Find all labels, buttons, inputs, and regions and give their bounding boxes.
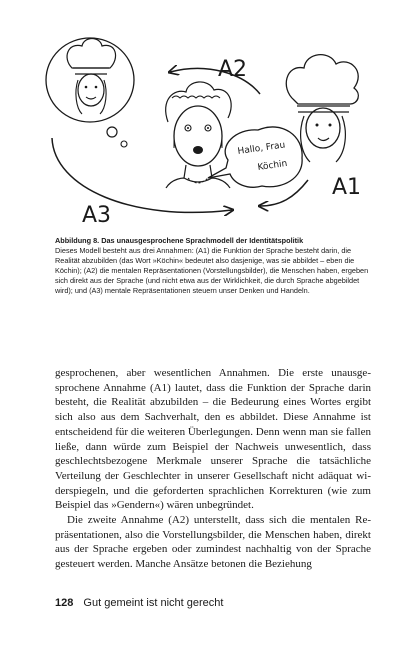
speaker-figure-center — [166, 82, 232, 188]
page-number: 128 — [55, 597, 74, 609]
thought-bubble-chef — [46, 38, 134, 147]
label-a3: A3 — [82, 203, 112, 228]
page-footer — [55, 597, 223, 609]
chef-figure-right — [286, 55, 358, 162]
arrow-a3 — [52, 138, 232, 212]
body-text — [55, 366, 371, 572]
caption-body: Dieses Modell besteht aus drei Annahmen: (A1) die Funktion der Sprache besteht darin, die Realität abzubilden (das Wort »Köchin« bedeutet also dasjenige, was sie abbildet – eben die Köchin); (A2) die mentalen Repräsentationen (Vorstellungsbilder), die Menschen haben, ergeben sich direkt aus der Sprache (und nicht etwa aus der Wirklichkeit, die durch Sprache abgebildet wird); und (A3) mentale Repräsentationen steuern unser Denken und Handeln. — [55, 245, 369, 295]
identity-language-model-figure — [32, 28, 372, 228]
caption-title: Abbildung 8. Das unausgesprochene Sprachmodell der Identitätspolitik — [55, 236, 304, 245]
speech-line-1: Hallo, Frau — [237, 140, 286, 157]
label-a2: A2 — [218, 57, 248, 82]
figure-drawing — [32, 28, 372, 228]
paragraph-2: Die zweite Annahme (A2) unterstellt, dass sich die mentalen Repräsentationen, also die Vorstellungsbilder, die Menschen haben, direkt aus der Sprache ergeben oder zumindest nachhaltig von der Sprache gesteuert werden. Manche Ansätze betonen die Beziehung — [55, 514, 371, 571]
figure-caption — [55, 236, 371, 295]
paragraph-1: gesprochenen, aber wesentlichen Annahmen. Die erste unausgesprochene Annahme (A1) lautet, dass die Funktion der Sprache darin besteht, die Realität abzubilden – die Bedeurung eines Wortes ergibt sich also aus dem Sachverhalt, den es abbildet. Diese Annahme ist entscheidend für die weiteren Überlegungen. Denn wenn man sie fallen ließe, dann würde zum Beispiel der Nachweis unwesentlich, dass geschlechtsbezogene Merkmale unserer Sprache die tatsächliche Verteilung der Geschlechter in unserer Gesellschaft nicht adäquat widerspiegeln, und die geforderten sprachlichen Korrekturen (wie zum Beispiel das »Gendern«) wären unbegründet. — [55, 367, 371, 512]
speech-line-2: Köchin — [257, 158, 288, 173]
running-title: Gut gemeint ist nicht gerecht — [83, 597, 224, 609]
label-a1: A1 — [332, 175, 362, 200]
